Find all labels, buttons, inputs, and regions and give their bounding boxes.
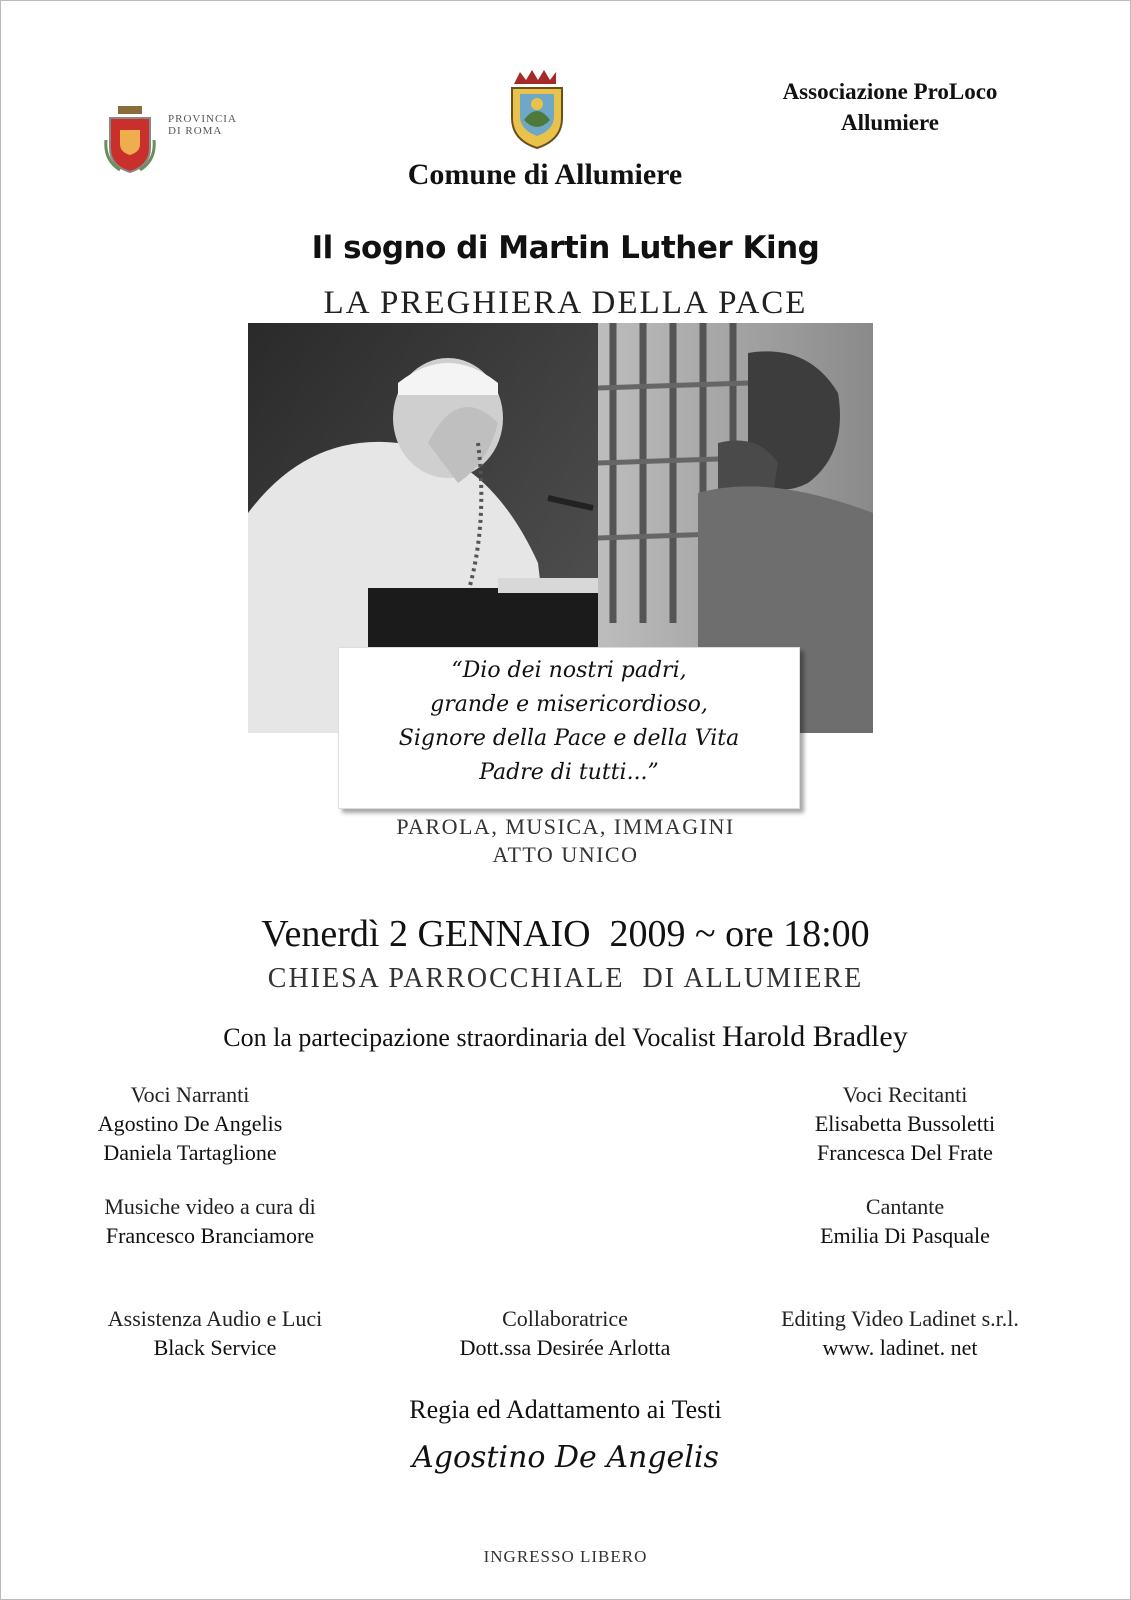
credit-role: Musiche video a cura di [104,1194,316,1219]
associazione-proloco [740,76,1040,138]
comune-title: Comune di Allumiere [407,158,683,191]
regia-name: Agostino De Angelis [412,1440,719,1475]
credit-collaboratrice [420,1304,710,1362]
credit-person: Elisabetta Bussoletti [814,1111,996,1136]
credit-person: www. ladinet. net [822,1335,978,1360]
comune-crest-icon [502,68,572,150]
credit-editing [750,1304,1050,1362]
quote-box [338,647,800,809]
credit-role: Editing Video Ladinet s.r.l. [781,1306,1019,1331]
quote-line-1: “Dio dei nostri padri, [451,658,687,683]
event-title: Il sogno di Martin Luther King [311,230,820,266]
guest-prefix: Con la partecipazione straordinaria del Vocalist [223,1023,722,1052]
event-venue: CHIESA PARROCCHIALE DI ALLUMIERE [267,963,864,994]
credit-role: Voci Recitanti [842,1082,968,1107]
credit-voci-narranti [60,1080,320,1167]
quote-line-2: grande e misericordioso, [430,692,708,717]
genre [300,813,831,869]
quote-line-4: Padre di tutti...” [479,760,659,785]
associazione-line1: Associazione ProLoco [782,79,998,104]
event-subtitle: LA PREGHIERA DELLA PACE [323,285,808,321]
credit-audio [70,1304,360,1362]
genre-line1: PAROLA, MUSICA, IMMAGINI [396,814,735,839]
guest-line [60,1020,1071,1054]
credit-person: Daniela Tartaglione [103,1140,277,1165]
genre-line2: ATTO UNICO [492,842,639,867]
credit-role: Collaboratrice [502,1306,628,1331]
guest-name: Harold Bradley [721,1020,908,1053]
credit-voci-recitanti [770,1080,1040,1167]
event-date: Venerdì 2 GENNAIO 2009 ~ ore 18:00 [261,913,870,955]
credit-person: Black Service [153,1335,277,1360]
credit-role: Cantante [865,1194,945,1219]
credit-musiche [60,1192,360,1250]
provincia-logo [100,100,260,180]
credit-person: Francesca Del Frate [817,1140,993,1165]
regia-label: Regia ed Adattamento ai Testi [409,1395,722,1424]
quote-line-3: Signore della Pace e della Vita [398,726,740,751]
associazione-line2: Allumiere [841,110,939,135]
credit-person: Emilia Di Pasquale [820,1223,990,1248]
credit-person: Francesco Branciamore [105,1223,315,1248]
credit-person: Dott.ssa Desirée Arlotta [459,1335,671,1360]
credit-person: Agostino De Angelis [97,1111,283,1136]
ingresso-libero: INGRESSO LIBERO [483,1547,648,1566]
credit-role: Voci Narranti [130,1082,250,1107]
provincia-logo-text: PROVINCIA DI ROMA [168,113,237,137]
credit-role: Assistenza Audio e Luci [107,1306,323,1331]
credit-cantante [770,1192,1040,1250]
